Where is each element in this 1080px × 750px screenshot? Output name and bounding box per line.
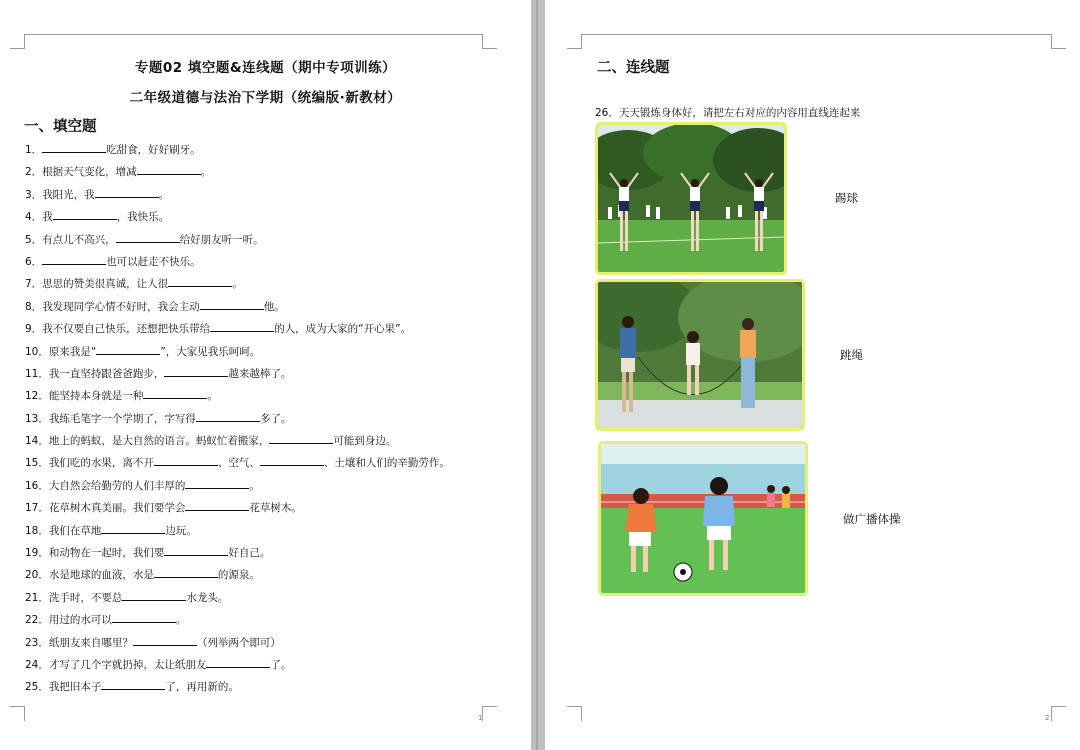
question-number: 9．	[25, 323, 43, 336]
question-text-before: 原来我是“	[48, 345, 97, 358]
question-number: 2．	[25, 166, 43, 179]
question-number: 4．	[25, 211, 43, 224]
fill-in-question-list	[25, 141, 450, 701]
fill-in-question-24	[25, 656, 450, 678]
answer-blank[interactable]	[101, 678, 165, 690]
fill-in-question-9	[25, 320, 450, 342]
fill-in-question-8	[25, 298, 450, 320]
corner-mark-bottom-left	[10, 706, 25, 721]
answer-blank[interactable]	[137, 163, 201, 175]
question-text-before: 我不仅要自己快乐，还想把快乐带给	[42, 323, 211, 336]
question-text-before: 水是地球的血液，水是	[48, 569, 154, 582]
match-label-broadcast-exercise: 做广播体操	[843, 512, 901, 526]
answer-blank[interactable]	[53, 208, 117, 220]
question-text-before: 我阳光，我	[42, 188, 95, 201]
fill-in-question-19	[25, 544, 450, 566]
question-text-before: 纸朋友来自哪里？	[48, 636, 133, 649]
question-text-before: 我们吃的水果，离不开	[48, 457, 154, 470]
question-text-after: 了，再用新的。	[165, 681, 239, 694]
answer-blank[interactable]	[143, 387, 207, 399]
fill-in-question-1	[25, 141, 450, 163]
corner-mark-bottom-right	[482, 706, 497, 721]
fill-in-question-5	[25, 231, 450, 253]
question-number: 6．	[25, 255, 43, 268]
answer-blank[interactable]	[42, 141, 106, 153]
document-subtitle: 二年级道德与法治下学期（统编版·新教材）	[129, 90, 402, 106]
fill-in-question-21	[25, 589, 450, 611]
fill-in-question-10	[25, 343, 450, 365]
corner-mark-top-right	[1051, 34, 1066, 49]
question-text-middle: 、空气、	[217, 457, 260, 470]
answer-blank[interactable]	[196, 410, 260, 422]
answer-blank[interactable]	[210, 320, 274, 332]
fill-in-question-7	[25, 275, 450, 297]
question-number: 21．	[25, 591, 49, 604]
question-number: 13．	[25, 412, 49, 425]
question-text-before: 我练毛笔字一个学期了，字写得	[48, 412, 196, 425]
question-text-after: 越来越棒了。	[228, 367, 292, 380]
question-number: 10．	[25, 345, 49, 358]
answer-blank[interactable]	[101, 522, 165, 534]
question-text-before: 大自然会给勤劳的人们丰厚的	[48, 479, 186, 492]
fill-in-question-23	[25, 634, 450, 656]
answer-blank[interactable]	[164, 365, 228, 377]
question-number: 18．	[25, 524, 49, 537]
answer-blank[interactable]	[133, 634, 197, 646]
question-text-after: 给好朋友听一听。	[179, 233, 264, 246]
question-text-before: 我	[42, 211, 53, 224]
question-text-after: 。	[232, 278, 243, 291]
corner-mark-top-left	[10, 34, 25, 49]
fill-in-question-2	[25, 163, 450, 185]
fill-in-question-16	[25, 477, 450, 499]
fill-in-question-15	[25, 454, 450, 476]
question-text-after: （列举两个即可）	[196, 636, 281, 649]
question-number: 16．	[25, 479, 49, 492]
question-number: 5．	[25, 233, 43, 246]
question-text-after: ，我快乐。	[116, 211, 170, 224]
document-page-1	[0, 0, 531, 750]
answer-blank[interactable]	[185, 477, 249, 489]
question-text-before: 有点儿不高兴，	[42, 233, 116, 246]
section-heading-matching: 二、连线题	[597, 60, 670, 76]
question-text-after: 。	[158, 188, 170, 201]
question-text-before: 根据天气变化，增减	[42, 166, 137, 179]
answer-blank[interactable]	[96, 343, 160, 355]
soccer-illustration	[598, 441, 808, 596]
answer-blank[interactable]	[164, 544, 228, 556]
question-number: 19．	[25, 547, 49, 560]
question-text-before: 我把旧本子	[48, 681, 102, 694]
question-text-after: 花草树木。	[249, 502, 302, 515]
question-text-after: 水龙头。	[186, 591, 229, 604]
answer-blank[interactable]	[260, 454, 324, 466]
match-label-soccer: 踢球	[835, 191, 858, 205]
fill-in-question-12	[25, 387, 450, 409]
question-text-after: 。	[207, 390, 218, 403]
fill-in-question-4	[25, 208, 450, 230]
question-number: 1．	[25, 144, 43, 156]
answer-blank[interactable]	[168, 275, 232, 287]
question-text-before: 我一直坚持跟爸爸跑步，	[48, 367, 165, 380]
answer-blank[interactable]	[154, 566, 218, 578]
question-text-after: 好自己。	[228, 547, 271, 560]
corner-mark-bottom-right	[1051, 706, 1066, 721]
question-number: 7．	[25, 278, 43, 291]
question-number: 3．	[25, 188, 43, 201]
question-text-before: 我们在草地	[48, 524, 102, 537]
question-number: 11．	[25, 367, 49, 380]
match-label-jump-rope: 跳绳	[840, 348, 863, 362]
document-page-2	[545, 0, 1080, 750]
page-divider	[536, 0, 538, 750]
question-text-after: 了。	[270, 658, 292, 671]
fill-in-question-18	[25, 522, 450, 544]
question-number: 8．	[25, 300, 43, 313]
jump-rope-photo	[595, 279, 805, 431]
page-gutter	[531, 0, 545, 750]
page-number: 1	[478, 714, 483, 722]
question-number: 23．	[25, 636, 49, 649]
corner-mark-top-left	[567, 34, 582, 49]
question-text-before: 花草树木真美丽。我们要学会	[48, 502, 186, 515]
document-title: 专题02 填空题&连线题（期中专项训练）	[134, 60, 397, 76]
question-text-before: 用过的水可以	[48, 614, 112, 627]
fill-in-question-13	[25, 410, 450, 432]
question-number: 17．	[25, 502, 49, 515]
question-text-after: 吃甜食，好好刷牙。	[106, 144, 201, 156]
page-number: 2	[1045, 714, 1050, 722]
page-top-border	[581, 34, 1051, 35]
answer-blank[interactable]	[206, 656, 270, 668]
school-exercise-photo	[595, 122, 787, 275]
question-text-before: 思思的赞美很真诚，让人很	[42, 278, 169, 291]
page-top-border	[24, 34, 482, 35]
question-number: 14．	[25, 435, 49, 448]
fill-in-question-6	[25, 253, 450, 275]
question-text-after: 边玩。	[165, 524, 197, 537]
question-number: 12．	[25, 390, 49, 403]
question-text-after: 他。	[263, 300, 285, 313]
answer-blank[interactable]	[42, 253, 106, 265]
question-text-after: 。	[175, 614, 187, 627]
fill-in-question-14	[25, 432, 450, 454]
corner-mark-top-right	[482, 34, 497, 49]
question-text-after: 也可以赶走不快乐。	[106, 255, 201, 268]
corner-mark-bottom-left	[567, 706, 582, 721]
question-text-before: 能坚持本身就是一种	[48, 390, 144, 403]
question-text-after: 可能到身边。	[333, 435, 397, 448]
answer-blank[interactable]	[154, 454, 218, 466]
question-number: 20．	[25, 569, 49, 582]
question-text-before: 和动物在一起时，我们要	[48, 547, 165, 560]
answer-blank[interactable]	[95, 186, 159, 198]
fill-in-question-3	[25, 186, 450, 208]
fill-in-question-20	[25, 566, 450, 588]
fill-in-question-17	[25, 499, 450, 521]
question-number: 15．	[25, 457, 49, 470]
question-text-after: 。	[249, 479, 260, 492]
fill-in-question-11	[25, 365, 450, 387]
answer-blank[interactable]	[112, 611, 176, 623]
question-text-before: 才写了几个字就扔掉，太让纸朋友	[48, 658, 207, 671]
answer-blank[interactable]	[122, 589, 186, 601]
question-text-after: ”，大家见我乐呵呵。	[160, 345, 261, 358]
section-heading-fill-in: 一、填空题	[24, 119, 97, 135]
question-number: 22．	[25, 614, 49, 627]
question-text-after: 的源泉。	[217, 569, 260, 582]
answer-blank[interactable]	[116, 231, 180, 243]
fill-in-question-22	[25, 611, 450, 633]
answer-blank[interactable]	[200, 298, 264, 310]
answer-blank[interactable]	[269, 432, 333, 444]
question-text-before: 我发现同学心情不好时，我会主动	[42, 300, 200, 313]
question-26-prompt: 26．天天锻炼身体好，请把左右对应的内容用直线连起来	[595, 107, 861, 119]
question-text-before: 地上的蚂蚁，是大自然的语言。蚂蚁忙着搬家，	[48, 435, 270, 448]
question-number: 25．	[25, 681, 49, 694]
question-text-after: 多了。	[259, 412, 292, 425]
answer-blank[interactable]	[185, 499, 249, 511]
question-text-after: 的人，成为大家的“开心果”。	[274, 323, 412, 336]
question-text-after: 。	[200, 166, 212, 179]
question-number: 24．	[25, 658, 49, 671]
question-text-before: 洗手时，不要总	[48, 591, 123, 604]
question-text-after: 、土壤和人们的辛勤劳作。	[323, 457, 450, 470]
fill-in-question-25	[25, 678, 450, 700]
